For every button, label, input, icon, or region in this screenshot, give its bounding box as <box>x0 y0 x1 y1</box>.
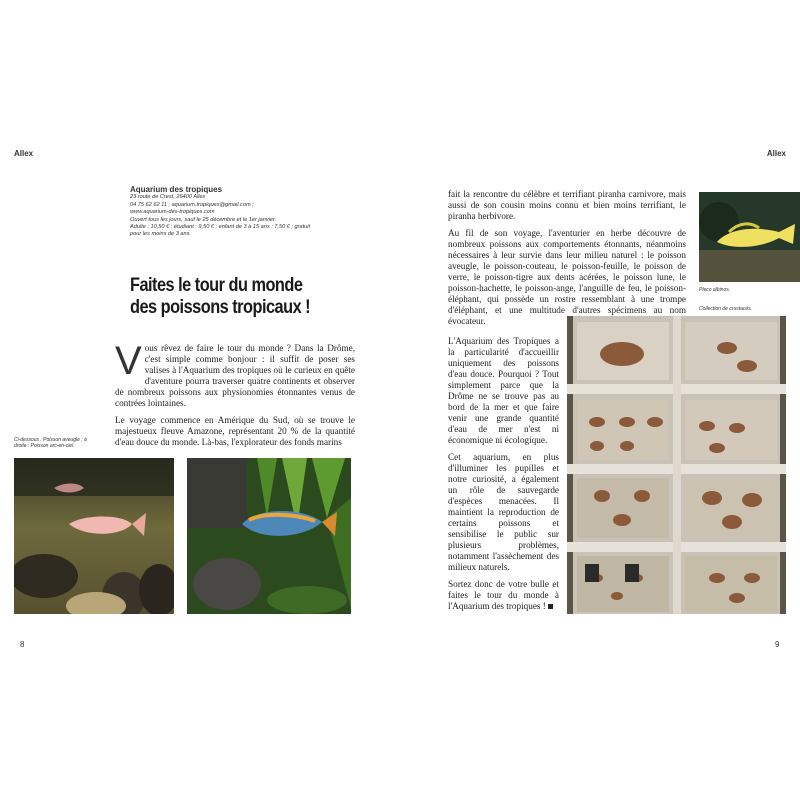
info-line: 04 75 62 62 11 ; aquarium.tropiques@gmail.com ; <box>130 201 254 208</box>
end-mark-icon <box>548 604 553 609</box>
blind-fish-photo <box>14 458 174 614</box>
intro-text: ous rêvez de faire le tour du monde ? Dans la Drôme, c'est simple comme bonjour : il suffit de poser ses valises à l'Aquarium des tropiques où le curieux en quête d'aventure pourra traverser quatre continents et observer de nombreux poissons aux physionomies étonnantes venus de contrées lointaines. <box>115 343 355 408</box>
info-line: pour les moins de 3 ans. <box>130 231 191 238</box>
voyage-paragraph: Au fil de son voyage, l'aventurier en herbe découvre de nombreux poissons aux comportements étonnants, néanmoins nécessaires à leur survie dans leur milieu naturel : le poisson aveugle, le poisson-couteau, le poisson-feuille, le poisson de verre, le poisson-tigre aux dents acérées, le poisson lune, le poisson-hachette, le poisson-ange, l'anguille de feu, le poisson-éléphant, qui possède un rostre ressemblant à une trompe d'éléphant, et une multitude d'autres spécimens au nom évocateur. <box>448 228 686 326</box>
intro-column <box>115 339 355 454</box>
pleco-image <box>699 192 800 282</box>
info-line: 23 route de Crest, 26400 Allex <box>130 194 206 201</box>
closing-text: Sortez donc de votre bulle et faites le tour du monde à l'Aquarium des tropiques ! <box>448 579 559 611</box>
closing-paragraph <box>448 579 559 612</box>
info-line: www.aquarium-des-tropiques.com <box>130 209 215 216</box>
running-header-left: Allex <box>14 149 34 158</box>
freshwater-paragraph: L'Aquarium des Tropiques a la particularité d'accueillir uniquement des poissons d'eau douce. Pourquoi ? Tout simplement parce que la Drôme ne se trouve pas au bord de la mer et que faire venir une grande quantité d'eau de mer n'est ni économique ni écologique. <box>448 336 559 445</box>
fish-photos-caption: Ci-dessous : Poisson aveugle ; à droite : Poisson arc-en-ciel. <box>14 437 87 449</box>
narrow-column <box>448 336 559 618</box>
pleco-caption: Pleco albinos. <box>699 287 731 293</box>
right-top-column <box>448 189 686 333</box>
crustacean-collection-image <box>567 316 786 614</box>
rainbow-fish-photo <box>187 458 351 614</box>
rainbow-fish-image <box>187 458 351 614</box>
conservation-paragraph: Cet aquarium, en plus d'illuminer les pupilles et notre curiosité, a également un rôle de sauvegarde d'espèces menacées. Il maintient la reproduction de certains poissons et sensibilise le public sur plusieurs problèmes, notamment l'assèchement des milieux naturels. <box>448 452 559 572</box>
intro-paragraph <box>115 339 355 409</box>
info-line: Adulte : 10,50 € ; étudiant : 9,50 € ; enfant de 3 à 15 ans : 7,50 € ; gratuit <box>130 224 311 231</box>
page-number-right: 9 <box>775 640 780 649</box>
crustacean-collection-photo <box>567 316 786 614</box>
info-box <box>130 186 340 239</box>
running-header-right: Allex <box>766 149 786 158</box>
piranha-paragraph: fait la rencontre du célèbre et terrifiant piranha carnivore, mais aussi de son cousin moins connu et bien moins terrifiant, le piranha herbivore. <box>448 189 686 221</box>
venue-name: Aquarium des tropiques <box>130 185 223 194</box>
article-title: Faites le tour du monde des poissons tropicaux ! <box>130 275 311 318</box>
drop-cap: V <box>115 339 142 383</box>
info-line: Ouvert tous les jours, sauf le 25 décembre et le 1er janvier. <box>130 216 277 223</box>
crustaceans-caption: Collection de crustacés. <box>699 306 753 312</box>
page-number-left: 8 <box>20 640 25 649</box>
blind-fish-image <box>14 458 174 614</box>
paragraph-amazon: Le voyage commence en Amérique du Sud, où se trouve le majestueux fleuve Amazone, représentant 20 % de la quantité d'eau douce du monde. Là-bas, l'explorateur des fonds marins <box>115 415 355 447</box>
pleco-photo <box>699 192 800 282</box>
